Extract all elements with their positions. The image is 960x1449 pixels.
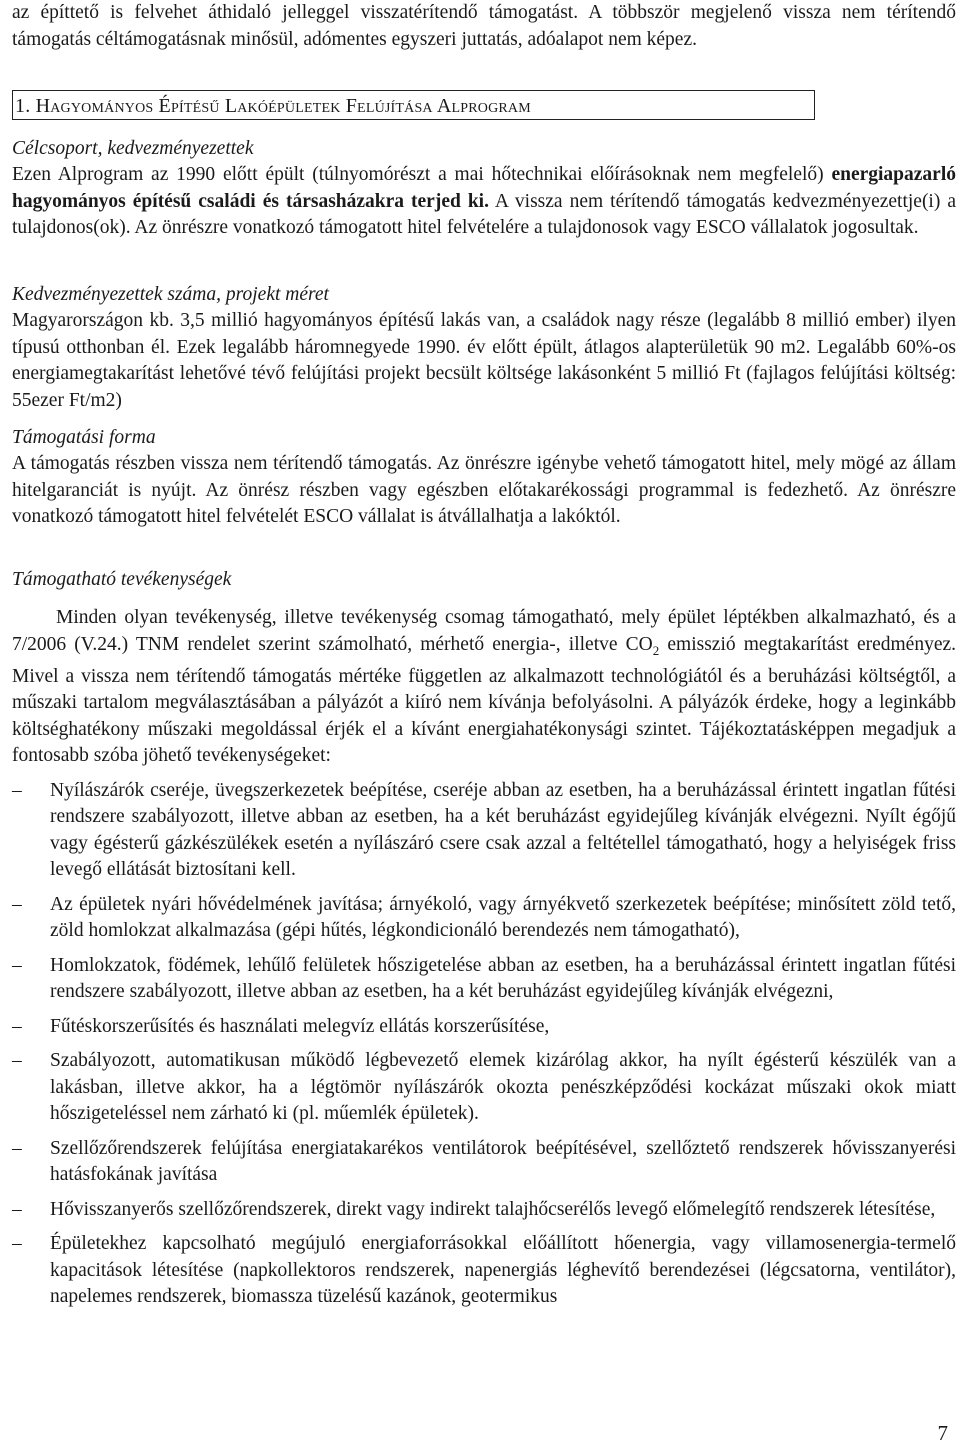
size-heading: Kedvezményezettek száma, projekt méret [12, 284, 329, 305]
list-item [12, 1014, 956, 1041]
dash-bullet: – [12, 954, 22, 976]
activities-text-b: emisszió megtakarítást eredményez. Mivel a vissza nem térítendő támogatás mértéke független az alkalmazott technológiától és a beruházási költségtől, a műszaki tartalom megválasztásában a pályázót a kiíró nem kívánja befolyásolni. A pályázók érdeke, hogy a leginkább költséghatékony műszaki megoldással érjék el a kívánt energiahatékonysági szintet. Tájékoztatásképpen megadjuk a fontosabb szóba jöhető tevékenységeket: [12, 633, 957, 767]
intro-paragraph: az építtető is felvehet áthidaló jelleggel visszatérítendő támogatást. A többször megjelenő vissza nem térítendő támogatás céltámogatásnak minősül, adómentes egyszeri juttatás, adóalapot nem képez. [12, 2, 956, 50]
target-paragraph [12, 162, 956, 242]
target-group-section [12, 136, 956, 242]
list-item-text: Hővisszanyerős szellőzőrendszerek, direkt vagy indirekt talajhőcserélős levegő előmelegítő rendszerek létesítése, [50, 1198, 936, 1220]
dash-bullet: – [12, 1015, 22, 1037]
form-heading: Támogatási forma [12, 427, 156, 448]
target-text-b: A vissza nem térítendő támogatás kedvezményezettje(i) a tulajdonos(ok). Az önrészre vonatkozó támogatott hitel felvételére a tulajdonosok vagy ESCO vállalatok jogosultak. [12, 190, 957, 238]
dash-bullet: – [12, 893, 22, 915]
page-number: 7 [937, 1421, 948, 1445]
activities-section [12, 567, 956, 1319]
list-item-text: Szellőzőrendszerek felújítása energiatakarékos ventilátorok beépítésével, szellőztető rendszerek hővisszanyerési hatásfokának javítása [50, 1137, 956, 1186]
dash-bullet: – [12, 1050, 22, 1072]
list-item [12, 953, 956, 1006]
list-item-text: Szabályozott, automatikusan működő légbevezető elemek kizárólag akkor, ha nyílt égésterű készülék van a lakásban, illetve akkor, ha a légtömör nyílászárók okozta penészképződési kockázat műszaki okok miatt hőszigeteléssel nem zárható ki (pl. műemlék épületek). [50, 1050, 956, 1125]
list-item [12, 892, 956, 945]
form-section [12, 425, 956, 531]
target-heading: Célcsoport, kedvezményezettek [12, 138, 254, 159]
activities-text-a: Minden olyan tevékenység, illetve tevékenység csomag támogatható, mely épület léptékben alkalmazható, és a 7/2006 (V.24.) TNM rendelet szerint számolható, mérhető energia-, illetve CO [12, 607, 956, 655]
list-item [12, 778, 956, 884]
target-text-bold: energiapazarló hagyományos építésű családi és társasházakra terjed ki. [12, 164, 956, 212]
list-item-text: Fűtéskorszerűsítés és használati melegvíz ellátás korszerűsítése, [50, 1015, 550, 1037]
section-title-box [12, 90, 815, 120]
activities-list [12, 778, 956, 1311]
size-paragraph: Magyarországon kb. 3,5 millió hagyományos építésű lakás van, a családok nagy része (legalább 8 millió ember) ilyen típusú otthonban él. Ezek legalább háromnegyede 1990. év előtt épült, átlagos alapterületük 90 m2. Legalább 60%-os energiamegtakarítást lehetővé tévő felújítási projekt becsült költsége lakásonként 5 millió Ft (fajlagos felújítási költség: 55ezer Ft/m2) [12, 310, 956, 411]
activities-paragraph [12, 605, 956, 770]
list-item-text: Nyílászárók cseréje, üvegszerkezetek beépítése, cseréje abban az esetben, ha a beruházással érintett ingatlan fűtési rendszere szabályozott, illetve abban az esetben, ha a két beruházást egyidejűleg kívánják elvégezni. Nyílt égőjű vagy égésterű gázkészülékek esetén a nyílászáró csere csak azzal a feltétellel támogatható, hogy a helyiségek friss levegő ellátását biztosítani kell. [50, 779, 956, 881]
section-title: 1. Hagyományos Építésű Lakóépületek Felújítása Alprogram [15, 95, 531, 117]
list-item-text: Homlokzatok, födémek, lehűlő felületek hőszigetelése abban az esetben, ha a beruházással érintett ingatlan fűtési rendszere szabályozott, illetve abban az esetben, ha a két beruházást egyidejűleg kívánják elvégezni, [50, 954, 956, 1003]
dash-bullet: – [12, 1198, 22, 1220]
dash-bullet: – [12, 1137, 22, 1159]
dash-bullet: – [12, 1233, 22, 1255]
co2-subscript: 2 [652, 642, 660, 658]
dash-bullet: – [12, 779, 22, 801]
form-paragraph: A támogatás részben vissza nem térítendő támogatás. Az önrészre igénybe vehető támogatott hitel, mely mögé az állam hitelgaranciát is nyújt. Az önrész részben vagy egészben előtakarékossági programmal is fedezhető. Az önrészre vonatkozó támogatott hitel felvételét ESCO vállalat is átvállalhatja a lakóktól. [12, 453, 956, 527]
list-item [12, 1048, 956, 1128]
size-section [12, 282, 956, 414]
list-item [12, 1231, 956, 1311]
list-item [12, 1197, 956, 1224]
list-item-text: Épületekhez kapcsolható megújuló energiaforrásokkal előállított hőenergia, vagy villamosenergia-termelő kapacitások létesítése (napkollektoros rendszerek, napenergiás léghevítő berendezései (légcsatorna, ventilátor), napelemes rendszerek, biomassza tüzelésű kazánok, geotermikus [50, 1233, 956, 1308]
list-item-text: Az épületek nyári hővédelmének javítása; árnyékoló, vagy árnyékvető szerkezetek beépítése; minősített zöld tető, zöld homlokzat alkalmazása (gépi hűtés, légkondicionáló berendezés nem támogatható), [50, 893, 956, 942]
target-text-a: Ezen Alprogram az 1990 előtt épült (túlnyomórészt a mai hőtechnikai előírásoknak nem megfelelő) [12, 164, 832, 185]
activities-heading: Támogatható tevékenységek [12, 569, 232, 590]
list-item [12, 1136, 956, 1189]
